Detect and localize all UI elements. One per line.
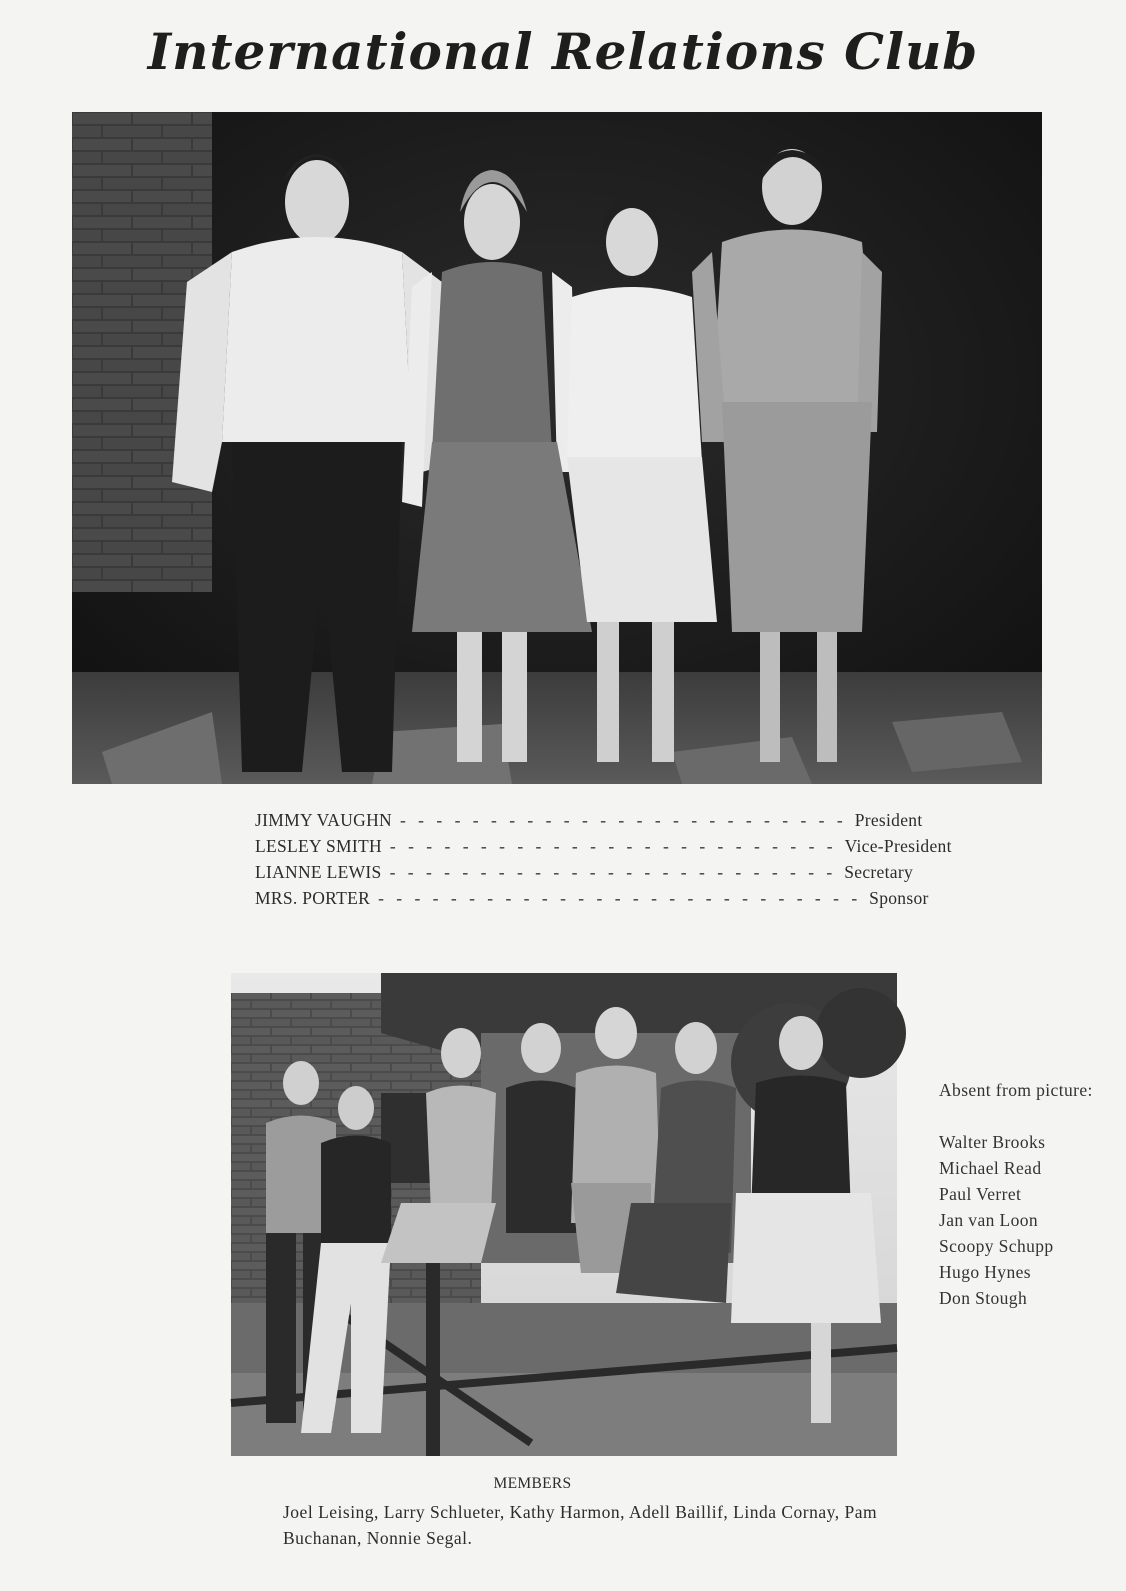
- officer-name: JIMMY VAUGHN: [255, 810, 392, 830]
- absent-name: Michael Read: [939, 1158, 1042, 1178]
- dot-leader: - - - - - - - - - - - - - - - - - - - - - - - - -: [389, 862, 837, 882]
- dot-leader: - - - - - - - - - - - - - - - - - - - - - - - - -: [399, 810, 847, 830]
- absent-name: Walter Brooks: [939, 1132, 1046, 1152]
- officer-row: [255, 833, 952, 859]
- members-photo-image: [231, 973, 897, 1456]
- officer-role: Sponsor: [869, 888, 929, 908]
- absent-heading: Absent from picture:: [939, 1080, 1093, 1100]
- officers-photo: [72, 112, 1042, 784]
- officer-row: [255, 807, 923, 833]
- members-photo: [231, 973, 897, 1456]
- officer-name: MRS. PORTER: [255, 888, 371, 908]
- officers-photo-image: [72, 112, 1042, 784]
- members-list: Joel Leising, Larry Schlueter, Kathy Harmon, Adell Baillif, Linda Cornay, Pam Buchanan, Nonnie Segal.: [283, 1502, 878, 1548]
- page-title: International Relations Club: [147, 22, 979, 81]
- absent-name: Hugo Hynes: [939, 1262, 1031, 1282]
- officer-role: President: [854, 810, 923, 830]
- officer-role: Vice-President: [844, 836, 952, 856]
- absent-name: Don Stough: [939, 1288, 1028, 1308]
- officer-name: LESLEY SMITH: [255, 836, 382, 856]
- officer-role: Secretary: [844, 862, 914, 882]
- dot-leader: - - - - - - - - - - - - - - - - - - - - - - - - -: [389, 836, 837, 856]
- officers-roster: [255, 807, 952, 911]
- officer-name: LIANNE LEWIS: [255, 862, 382, 882]
- members-heading: MEMBERS: [493, 1475, 572, 1492]
- absent-name: Scoopy Schupp: [939, 1236, 1054, 1256]
- dot-leader: - - - - - - - - - - - - - - - - - - - - - - - - - - -: [378, 888, 862, 908]
- absent-name: Jan van Loon: [939, 1210, 1039, 1230]
- absent-name: Paul Verret: [939, 1184, 1022, 1204]
- officer-row: [255, 885, 929, 911]
- absent-list: [939, 1077, 1119, 1311]
- officer-row: [255, 859, 914, 885]
